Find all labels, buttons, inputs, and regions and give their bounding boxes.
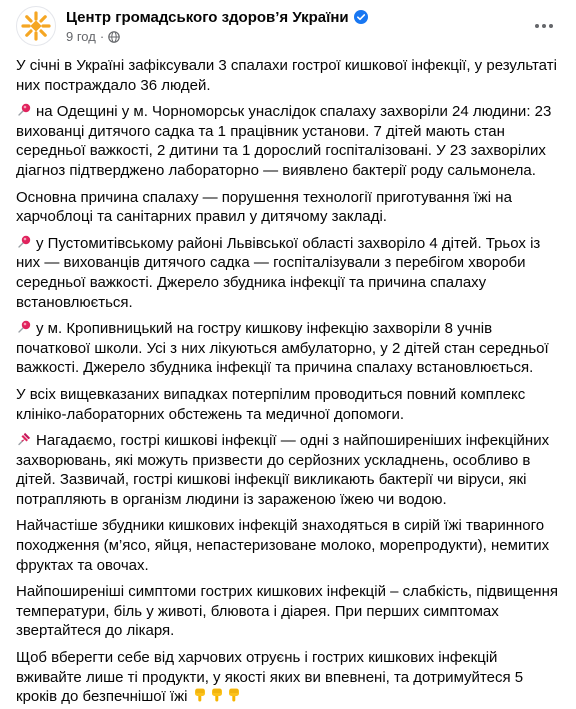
paragraph-text: Основна причина спалаху — порушення технології приготування їжі на харчоблоці та санітарних правил у дитячому закладі. [16,188,512,226]
paragraph-text: на Одещині у м. Чорноморськ унаслідок спалаху захворіли 24 людини: 23 вихованці дитячого садка та 1 працівник установи. 7 дітей мають стан середньої важкості, 2 дитини та 1 дорослий госпіталізовані. У 23 захворілих діагноз підтверджено лабораторно — виявлено бактерії роду сальмонела. [16,103,552,179]
post-paragraph [16,319,560,378]
ukraine-phc-logo-icon [19,9,53,43]
pointing-down-hand-icon [192,687,208,703]
post-paragraph [16,582,560,641]
separator-dot: · [99,28,105,44]
post-paragraph [16,234,560,312]
pointing-down-hand-icon [226,687,242,703]
pushpin-round-icon [16,234,32,250]
paragraph-text: Нагадаємо, гострі кишкові інфекції — одні з найпоширеніших інфекційних захворювань, які можуть призвести до серйозних ускладнень, особливо в дітей. Зазвичай, гострі кишкові інфекції викликають бактерії чи віруси, які потрапляють в організм людини із зараженою їжею чи водою. [16,432,550,508]
paragraph-text: Найпоширеніші симптоми гострих кишкових інфекцій – слабкість, підвищення температури, біль у животі, блювота і діарея. При перших симптомах звертайтеся до лікаря. [16,583,558,640]
public-globe-icon[interactable] [108,31,120,43]
post-paragraph [16,188,560,227]
paragraph-text: У всіх вищевказаних випадках потерпілим проводиться повний комплекс клініко-лабораторних обстежень та медичної допомоги. [16,385,526,423]
more-dot [535,24,539,28]
post-paragraph [16,516,560,575]
post-paragraph [16,648,560,707]
paragraph-text: Щоб вберегти себе від харчових отруєнь і гострих кишкових інфекцій вживайте лише ті продукти, у якості яких ви впевнені, та дотримуйтеся 5 кроків до безпечнішої їжі [16,649,524,706]
post-paragraph [16,56,560,95]
post-paragraph [16,102,560,180]
pushpin-round-icon [16,102,32,118]
page-avatar[interactable] [16,6,56,46]
page-name-link[interactable]: Центр громадського здоров’я України [66,8,349,26]
pushpin-round-icon [16,319,32,335]
paragraph-text: у Пустомитівському районі Львівської області захворіло 4 дітей. Трьох із них — вихованців дитячого садка — госпіталізували з перебігом хвороби середньої важкості. Джерело збудника інфекції та причина спалаху встановлюється. [16,234,541,311]
more-dot [542,24,546,28]
post-header [16,0,560,52]
more-options-button[interactable] [528,10,560,42]
paragraph-text: У січні в Україні зафіксували 3 спалахи гострої кишкової інфекції, у результаті них постраждало 36 людей. [16,57,557,94]
more-dot [549,24,553,28]
paragraph-text: у м. Кропивницький на гостру кишкову інфекцію захворіли 8 учнів початкової школи. Усі з них лікуються амбулаторно, у 2 дітей стан середньої важкості. Джерело збудника інфекції та причина спалаху встановлюється. [16,320,549,377]
post-body [16,56,560,707]
paragraph-text: Найчастіше збудники кишкових інфекцій знаходяться в сирій їжі тваринного походження (м’ясо, яйця, непастеризоване молоко, морепродукти), немитих фруктах та овочах. [16,517,550,574]
post-paragraph [16,431,560,509]
pushpin-icon [16,431,32,447]
emoji-group [188,688,243,705]
post-timestamp[interactable]: 9 год [66,28,96,44]
pointing-down-hand-icon [209,687,225,703]
verified-badge-icon [354,10,368,24]
post-paragraph [16,385,560,424]
